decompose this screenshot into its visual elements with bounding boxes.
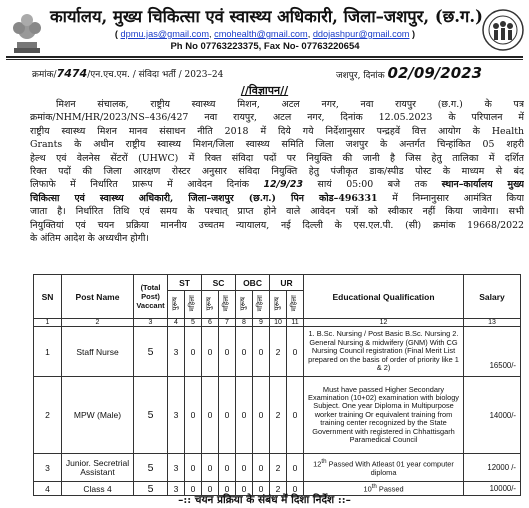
header-ur-male: पुरूष bbox=[270, 291, 287, 319]
reference-date: जशपुर, दिनांक 02/09/2023 bbox=[336, 64, 482, 82]
notice-paragraph: मिशन संचालक, राष्ट्रीय स्वास्थ्य मिशन, अटल नगर, नवा रायपुर (छ.ग.) के पत्र क्रमांक/NHM/HR/2023/NS–436/427 नवा रायपुर, अटल नगर, दिनांक 12.05.2023 के परिपालन में राष्ट्रीय स्वास्थ्य मिशन मानव संसाधन नीति 2018 में दिये गये निर्देशानुसार पन्द्रहवें वित्त आयोग के Health Grants के अधीन राष्ट्रीय स्वास्थ्य मिशन/जिला स्वास्थ्य समिति जिला जशपुर के अन्तर्गत चिन्हांकित 05 शहरी हेल्थ एवं वेलनेस सेंटरों (UHWC) में रिक्त संविदा पदों पर नियुक्ति की जानी है जिस हेतु तालिका में दर्शित रिक्त पदों की जिला आरक्षण रोस्टर अनुसार संविदा नियुक्ति हेतु पंजीकृत डाक/स्पीड पोस्ट के माध्यम से बंद लिफाफे में निर्धारित प्रारूप में आवेदन दिनांक 12/9/23 सायं 05:00 बजे तक स्थान–कार्यालय मुख्य चिकित्सा एवं स्वास्थ्य अधिकारी, जिला–जशपुर (छ.ग.) पिन कोड–496331 में निम्नानुसार आमंत्रित किया जाता है। निर्धारित तिथि एवं समय के पश्चात् प्राप्त होने वाले आवेदन पत्रों को स्वीकार नहीं किया जावेगा। सभी नियुक्तियां एवं चयन प्रक्रिया माननीय उच्चतम न्यायालय, नई दिल्ली के एस.एल.पी. (सी) क्रमांक 19668/2022 के अंतिम आदेश के अध्यधीन होगी। bbox=[30, 99, 524, 245]
reference-number: क्रमांक/7474/एन.एच.एम. / संविदा भर्ती / 2023–24 bbox=[32, 67, 224, 80]
header-qualification: Educational Qualification bbox=[304, 275, 464, 319]
selection-process-heading: –:: चयन प्रक्रिया के संबंध में दिशा निर्देश ::– bbox=[178, 494, 351, 506]
header-obc-female: महिला bbox=[253, 291, 270, 319]
header-sc-male: पुरूष bbox=[202, 291, 219, 319]
header-divider-thin bbox=[6, 59, 523, 60]
header-sc-female: महिला bbox=[219, 291, 236, 319]
email-link-dpmu[interactable]: dpmu.jas@gmail.com bbox=[120, 29, 209, 39]
header-st: ST bbox=[168, 275, 202, 291]
header-sc: SC bbox=[202, 275, 236, 291]
state-emblem-icon bbox=[8, 8, 46, 56]
header-salary: Salary bbox=[464, 275, 521, 319]
nhm-logo-icon bbox=[481, 6, 525, 54]
header-ur: UR bbox=[270, 275, 304, 291]
office-title: कार्यालय, मुख्य चिकित्सा एवं स्वास्थ्य अधिकारी, जिला–जशपुर, (छ.ग.) bbox=[50, 7, 483, 26]
header-st-female: महिला bbox=[185, 291, 202, 319]
header-post-name: Post Name bbox=[62, 275, 134, 319]
email-link-ddo[interactable]: ddojashpur@gmail.com bbox=[312, 29, 410, 39]
table-row: 4 Class 4 5 3 0 0 0 0 0 2 0 10th Passed 10000/- bbox=[34, 482, 521, 496]
notice-title: //विज्ञापन// bbox=[240, 84, 289, 97]
header-sn: SN bbox=[34, 275, 62, 319]
email-link-cmo[interactable]: cmohealth@gmail.com bbox=[214, 29, 308, 39]
header-ur-female: महिला bbox=[287, 291, 304, 319]
table-row: 1 Staff Nurse 5 3 0 0 0 0 0 2 0 1. B.Sc. Nursing / Post Basic B.Sc. Nursing 2. General Nursing & midwifery (GNM) With CG Nursing Council registration (Final Merit List prepared on the basis of order of priority like 1 & 2) 16500/- bbox=[34, 327, 521, 377]
column-number-row: 1 2 3 4 5 6 7 8 9 10 11 12 13 bbox=[34, 319, 521, 327]
header-total-vacant: (Total Post) Vaccant bbox=[134, 275, 168, 319]
email-line: ( dpmu.jas@gmail.com, cmohealth@gmail.com, ddojashpur@gmail.com ) bbox=[114, 29, 416, 39]
header-divider bbox=[6, 56, 523, 58]
table-row: 3 Junior. Secretrial Assistant 5 3 0 0 0 0 0 2 0 12th Passed With Atleast 01 year computer diploma 12000 /- bbox=[34, 454, 521, 482]
vacancy-table bbox=[33, 274, 521, 496]
header-st-male: पुरूष bbox=[168, 291, 185, 319]
header-obc: OBC bbox=[236, 275, 270, 291]
phone-fax-line: Ph No 07763223375, Fax No- 07763220654 bbox=[170, 41, 360, 52]
header-obc-male: पुरूष bbox=[236, 291, 253, 319]
table-row: 2 MPW (Male) 5 3 0 0 0 0 0 2 0 Must have passed Higher Secondary Examination (10+02) examination with biology Subject. One year Diploma in Multipurpose worker training Or equivalent training from training center recognized by the State Government with registered in Chhattisgarh Paramedical Council 14000/- bbox=[34, 377, 521, 454]
